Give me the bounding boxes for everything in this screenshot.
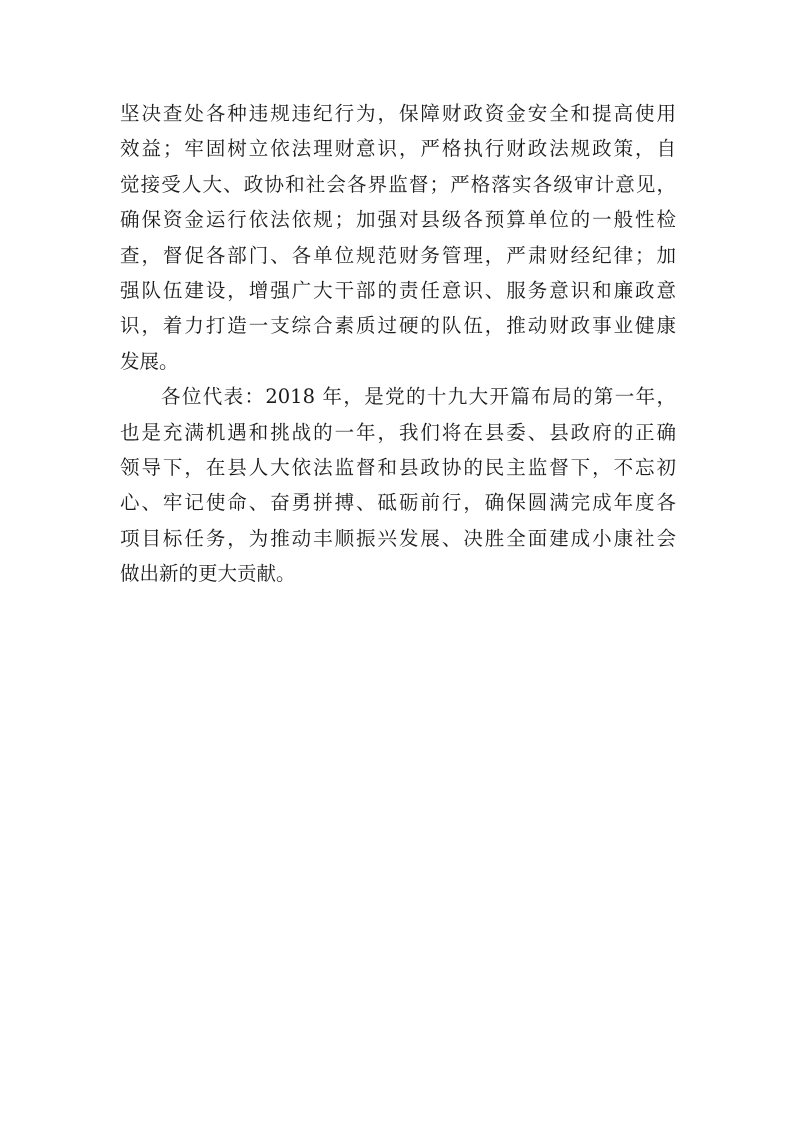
text-line: 心、牢记使命、奋勇拼搏、砥砺前行，确保圆满完成年度各 <box>120 491 676 515</box>
text-line: 也是充满机遇和挑战的一年，我们将在县委、县政府的正确 <box>120 420 676 444</box>
text-line: 查，督促各部门、各单位规范财务管理，严肃财经纪律；加 <box>120 243 676 267</box>
text-line: 领导下，在县人大依法监督和县政协的民主监督下，不忘初 <box>120 455 676 479</box>
text-line: 强队伍建设，增强广大干部的责任意识、服务意识和廉政意 <box>120 278 676 302</box>
text-line: 识，着力打造一支综合素质过硬的队伍，推动财政事业健康 <box>120 314 676 338</box>
text-line: 坚决查处各种违规违纪行为，保障财政资金安全和提高使用 <box>120 102 676 125</box>
text-line: 做出新的更大贡献。 <box>120 562 296 586</box>
text-line: 项目标任务，为推动丰顺振兴发展、决胜全面建成小康社会 <box>120 526 676 550</box>
document-body <box>120 96 676 591</box>
text-line: 各位代表：2018 年，是党的十九大开篇布局的第一年， <box>161 385 676 409</box>
text-line: 发展。 <box>120 349 179 373</box>
text-line: 觉接受人大、政协和社会各界监督；严格落实各级审计意见， <box>120 172 676 196</box>
text-line: 确保资金运行依法依规；加强对县级各预算单位的一般性检 <box>120 208 676 232</box>
paragraph-2 <box>120 379 676 591</box>
text-line: 效益；牢固树立依法理财意识，严格执行财政法规政策，自 <box>120 137 676 161</box>
paragraph-1 <box>120 96 676 379</box>
